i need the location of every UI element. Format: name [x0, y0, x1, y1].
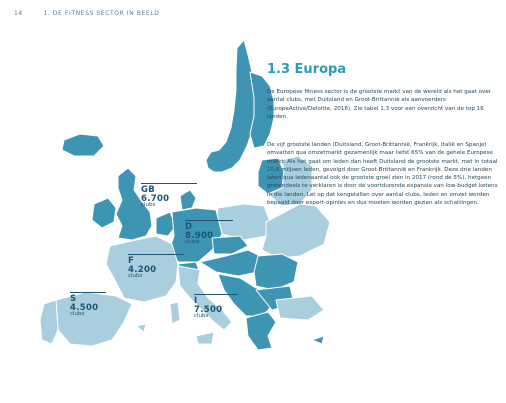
- map-romania: [254, 254, 298, 290]
- map-iceland: [62, 134, 104, 156]
- body-paragraph-2: De vijf grootste landen (Duitsland, Groot-Brittannië, Frankrijk, Italië en Spanje) omvatten qua omzetmarkt gezamenlijk maar liefst 65% van de gehele Europese markt. Als het gaat om leden dan heeft Duitsland de grootste markt, met in totaal 10,6 miljoen leden, gevolgd door Groot-Brittannië en Frankrijk. Deze drie landen laten qua ledenaantal ook de grootste groei zien in 2017 (rond de 5%), hetgeen grotendeels te verklaren is door de voortdurende expansie van low-budget ketens in die landen. Let op dat kengetallen over aantal clubs, leden en omzet worden bepaald door expert-opinies en dus moeten worden gezien als schattingen.: [267, 142, 498, 207]
- map-ireland: [92, 198, 116, 228]
- map-label-gb: GB 6.700 clubs: [141, 183, 197, 209]
- chapter-title: 1. DE FITNESS SECTOR IN BEELD: [43, 10, 160, 17]
- section-title: 1.3 Europa: [267, 62, 347, 77]
- map-label-s: S 4.500 clubs: [70, 292, 106, 318]
- map-balearic: [136, 324, 146, 332]
- map-label-i: I 7.500 clubs: [194, 294, 238, 320]
- map-portugal: [40, 300, 58, 344]
- map-ukraine: [262, 204, 330, 258]
- body-paragraph-1: De Europese fitness sector is de grootste markt van de wereld als het gaat over aantal clubs, met Duitsland en Groot-Brittannië als aanvoerders (EuropeActive/Deloitte, 2018). Zie tabel 1.3 voor een overzicht van de top 16 landen.: [267, 89, 492, 120]
- map-turkey: [276, 296, 324, 320]
- map-sicily: [196, 332, 214, 344]
- map-sardinia: [170, 302, 180, 324]
- map-scandinavia: [206, 40, 257, 172]
- map-label-f: F 4.200 clubs: [128, 254, 184, 280]
- map-greece: [246, 312, 276, 350]
- map-cyprus: [312, 336, 324, 344]
- page-number: 14: [14, 10, 23, 17]
- map-label-d: D 8.900 clubs: [185, 220, 233, 246]
